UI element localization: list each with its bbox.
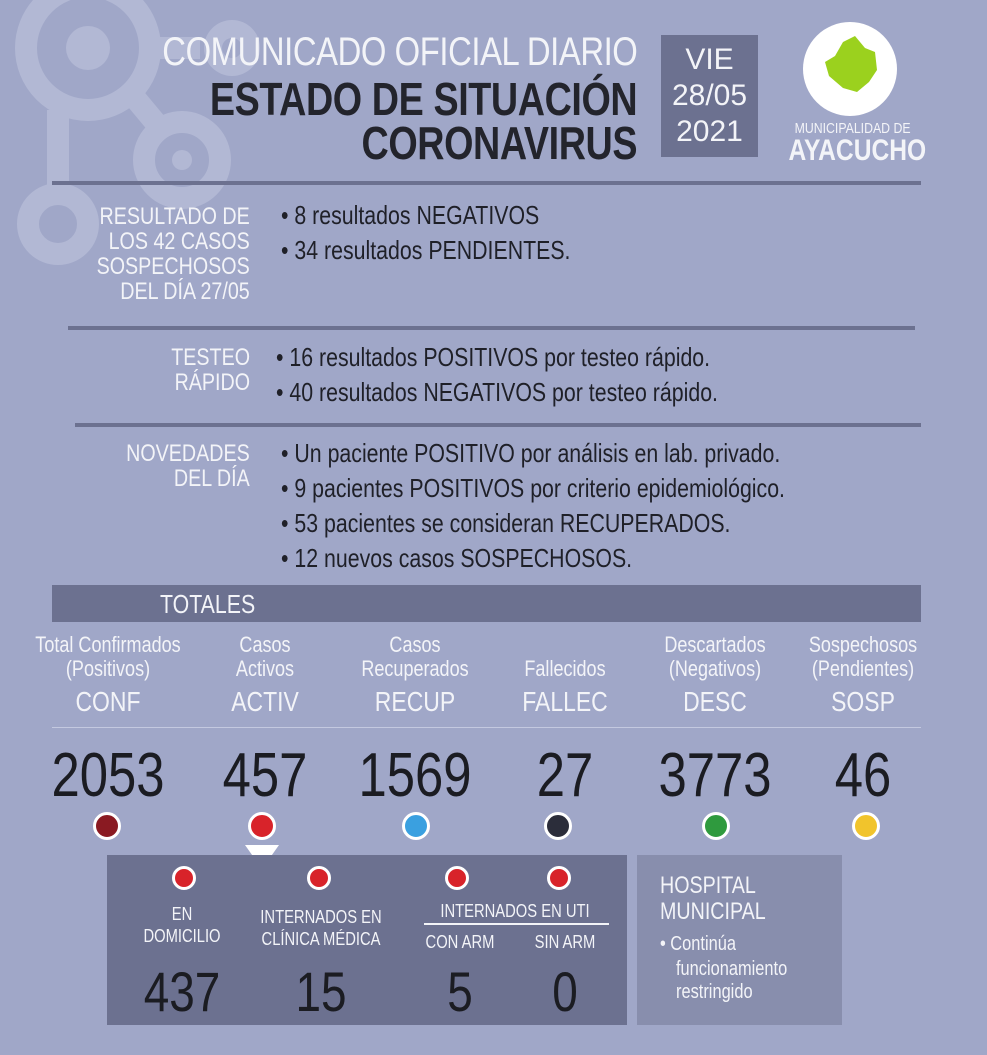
col-recup-abbr: RECUP bbox=[374, 686, 456, 717]
dot-fallec bbox=[544, 812, 572, 840]
col-sosp-h1: Sospechosos bbox=[808, 632, 918, 657]
col-fallec-abbr: FALLEC bbox=[522, 686, 608, 717]
list-item: • 16 resultados POSITIVOS por testeo rápido. bbox=[276, 342, 711, 372]
col-conf-value: 2053 bbox=[51, 741, 165, 810]
section-testeo-label: TESTEO RÁPIDO bbox=[171, 344, 250, 396]
clinica-label-1: INTERNADOS EN bbox=[260, 907, 382, 927]
col-recup-h1: Casos bbox=[389, 632, 441, 657]
col-desc-value: 3773 bbox=[658, 741, 772, 810]
col-sosp-value: 46 bbox=[834, 741, 892, 810]
col-conf-abbr: CONF bbox=[75, 686, 141, 717]
section-novedades-bullets bbox=[281, 436, 896, 576]
divider-1 bbox=[52, 181, 921, 185]
date-year: 2021 bbox=[676, 115, 743, 148]
col-conf-h2: (Positivos) bbox=[65, 656, 151, 681]
header-line-3: CORONAVIRUS bbox=[361, 117, 637, 169]
domicilio-label-1: EN bbox=[171, 904, 193, 924]
logo-text-1: MUNICIPALIDAD DE bbox=[794, 120, 911, 137]
col-recup-h2: Recuperados bbox=[361, 656, 469, 681]
municipality-logo bbox=[803, 22, 897, 116]
dot-domicilio bbox=[172, 866, 196, 890]
col-desc-h2: (Negativos) bbox=[668, 656, 762, 681]
totals-bar bbox=[52, 585, 921, 622]
uti-con-value: 5 bbox=[447, 960, 473, 1023]
col-activ-h2: Activos bbox=[235, 656, 295, 681]
col-fallec-h2: Fallecidos bbox=[524, 656, 606, 681]
domicilio-label-2: DOMICILIO bbox=[143, 926, 221, 946]
header-line-2: ESTADO DE SITUACIÓN bbox=[209, 73, 637, 125]
col-conf-h1: Total Confirmados bbox=[35, 632, 181, 657]
col-desc-abbr: DESC bbox=[683, 686, 747, 717]
dot-uti-sin bbox=[547, 866, 571, 890]
logo-map-icon bbox=[803, 22, 897, 116]
list-item: • 40 resultados NEGATIVOS por testeo rápido. bbox=[276, 377, 718, 407]
clinica-label-2: CLÍNICA MÉDICA bbox=[261, 929, 381, 949]
list-item: • 53 pacientes se consideran RECUPERADOS. bbox=[281, 508, 731, 538]
dot-desc bbox=[702, 812, 730, 840]
header-line-1: COMUNICADO OFICIAL DIARIO bbox=[161, 30, 637, 74]
logo-text-2: AYACUCHO bbox=[788, 134, 927, 167]
uti-title: INTERNADOS EN UTI bbox=[440, 901, 590, 921]
totals-title: TOTALES bbox=[160, 589, 256, 619]
dot-sosp bbox=[852, 812, 880, 840]
hospital-title-2: MUNICIPAL bbox=[660, 898, 766, 925]
divider-3 bbox=[75, 423, 921, 427]
dot-recup bbox=[402, 812, 430, 840]
col-sosp-h2: (Pendientes) bbox=[811, 656, 915, 681]
hospital-bullet-2: funcionamiento bbox=[676, 958, 788, 980]
list-item: • 12 nuevos casos SOSPECHOSOS. bbox=[281, 543, 633, 573]
section-sospechosos-bullets bbox=[281, 198, 634, 268]
list-item: • 34 resultados PENDIENTES. bbox=[281, 235, 571, 265]
col-activ-abbr: ACTIV bbox=[231, 686, 299, 717]
col-desc-h1: Descartados bbox=[664, 632, 766, 657]
hospital-bullet-1: • Continúa bbox=[660, 933, 736, 955]
list-item: • 8 resultados NEGATIVOS bbox=[281, 200, 540, 230]
header-separator bbox=[52, 727, 921, 728]
col-sosp-abbr: SOSP bbox=[831, 686, 895, 717]
date-date: 28/05 bbox=[671, 79, 748, 112]
dot-uti-con bbox=[445, 866, 469, 890]
uti-underline bbox=[424, 923, 609, 925]
domicilio-value: 437 bbox=[143, 960, 221, 1023]
clinica-value: 15 bbox=[295, 960, 347, 1023]
col-recup-value: 1569 bbox=[358, 741, 472, 810]
uti-con-label: CON ARM bbox=[425, 932, 495, 952]
hospital-title-1: HOSPITAL bbox=[660, 872, 756, 899]
uti-sin-value: 0 bbox=[552, 960, 578, 1023]
uti-sin-label: SIN ARM bbox=[534, 932, 596, 952]
list-item: • Un paciente POSITIVO por análisis en lab. privado. bbox=[281, 438, 781, 468]
section-sospechosos-label: RESULTADO DE LOS 42 CASOS SOSPECHOSOS DEL DÍA 27/05 bbox=[96, 203, 250, 305]
col-activ-value: 457 bbox=[222, 741, 308, 810]
dot-conf bbox=[93, 812, 121, 840]
divider-2 bbox=[68, 326, 915, 330]
date-day: VIE bbox=[685, 43, 734, 76]
col-activ-h1: Casos bbox=[239, 632, 291, 657]
col-fallec-value: 27 bbox=[536, 741, 594, 810]
hospital-bullet-3: restringido bbox=[676, 981, 753, 1003]
dot-clinica bbox=[307, 866, 331, 890]
date-box bbox=[661, 35, 758, 157]
dot-activ bbox=[248, 812, 276, 840]
section-testeo-bullets bbox=[276, 340, 815, 410]
list-item: • 9 pacientes POSITIVOS por criterio epidemiológico. bbox=[281, 473, 785, 503]
section-novedades-label: NOVEDADES DEL DÍA bbox=[126, 440, 250, 492]
